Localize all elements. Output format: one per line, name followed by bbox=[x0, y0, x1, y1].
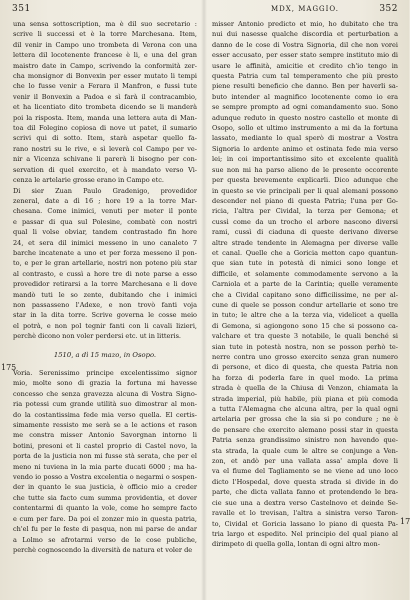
section-heading: 1510, a dì 15 mazo, in Osopo. bbox=[53, 350, 157, 359]
text-line: et canal. Quelle che a Goricia metton capo quantun- bbox=[212, 248, 398, 257]
text-line: ravalle et lo trevisan, l'altra a sinistra verso Taron- bbox=[212, 509, 398, 518]
text-line: cenza le artelarie grosse erano in Campo etc. bbox=[13, 176, 165, 185]
text-line: in tuto; le altre che a la terza via, videlicet a quella bbox=[212, 311, 398, 320]
text-line: rami, cussì di ciaduna di queste derivano diverse bbox=[212, 228, 398, 237]
text-line: scrivi qui di sotto. Item, starà aspetar quello fa- bbox=[13, 134, 197, 143]
text-line: in questo se vie principali per li qual alemani possono bbox=[212, 186, 398, 195]
text-line: que sian tute in potestà di nimici sono longe et bbox=[212, 259, 398, 268]
text-line: al contrasto, e cussì a hore tre di note parse a esso bbox=[13, 269, 197, 278]
text-line: esser accusato, per esser stato sempre instituto mio di bbox=[212, 51, 398, 60]
page-gutter bbox=[201, 0, 207, 600]
text-line: strada è quella de la Chiusa di Venzon, chiamata la bbox=[212, 384, 398, 393]
text-line: piene resulti beneficio che danno. Ben per haverli sa- bbox=[212, 82, 398, 91]
text-line: tria largo et espedito. Nel principio del qual piano al bbox=[212, 529, 398, 538]
text-line: e passar di qua sul Polesine, combatè con nostri bbox=[13, 217, 197, 226]
text-line: simamente ressisto me serà se a le actions et rason bbox=[13, 421, 197, 430]
text-line: parte, che dicta vallata fanno et protendendo le bra- bbox=[212, 488, 398, 497]
text-line: sta strada, la quale cum le altre se conjunge a Ven- bbox=[212, 446, 398, 455]
left-column-text bbox=[13, 19, 197, 342]
text-line: mio, molte sono di grazia la fortuna mi havesse bbox=[13, 379, 197, 388]
text-line: do la costantissima fede mia verso quella. El certis- bbox=[13, 410, 197, 419]
text-line: barche incatenate a uno et per forza messeno il pon- bbox=[13, 248, 197, 257]
text-line: sian tute in potestà nostra, non se posson perhò te- bbox=[212, 342, 398, 351]
text-line: poi la risposta. Item, manda una lettera auta di Man- bbox=[13, 113, 197, 122]
text-line: toa dil Folegino copiosa di nove ut patet, il sumario bbox=[13, 124, 197, 133]
text-line: se sempre prompto ad ogni comandamento suo. Sono bbox=[212, 103, 398, 112]
text-line: lassato, mediante lo qual sperò di mostrar a Vostra bbox=[212, 134, 398, 143]
text-line: altre strade tendente in Alemagna per diverse valle bbox=[212, 238, 398, 247]
text-line: usare le affinità, amicitie et credito ch'io tengo in bbox=[212, 61, 398, 70]
left-column bbox=[13, 19, 197, 555]
text-line: me constra misser Antonio Savorgnan intorno li bbox=[13, 431, 197, 440]
text-line: lei; in coi importantissimo sito et excelente qualità bbox=[212, 155, 398, 164]
text-line: che tutte sia facto cum summa providentia, et dover bbox=[13, 493, 197, 502]
text-line: der in quanto le sua justicia, è officio mio a creder bbox=[13, 483, 197, 492]
text-line: nerre contra uno grosso exercito senza gran numero bbox=[212, 353, 398, 361]
text-line: ha forza di poderla fare in quel modo. La prima bbox=[212, 373, 398, 382]
text-line: cune di quele se posson condur artellarie et sono tre bbox=[212, 300, 398, 309]
text-line: valchare et tra queste 3 notabile, le quali benché si bbox=[212, 332, 398, 341]
text-line: mandò tuti le so zente, dubitando che i inimici bbox=[13, 290, 197, 299]
text-line: perchè cognoscendo la diversità de natura et voler de bbox=[13, 545, 193, 554]
text-line: rano nostri su le rive, e sì leverà col Campo per ve- bbox=[13, 144, 197, 153]
text-line: et ha licentiato dito trombeta dicendo se li manderà bbox=[13, 103, 197, 112]
margin-number-left: 175 bbox=[1, 363, 17, 372]
text-line: a tutta l'Alemagna che alcuna altra, per la qual ogni bbox=[212, 405, 398, 414]
text-line: e cum per fare. Da poi el zonzer mio in questa patria, bbox=[13, 514, 197, 523]
text-line: star in la dita torre. Scrive governa le cosse meio bbox=[13, 311, 197, 320]
text-line: descender nel piano di questa Patria; l'una per Go- bbox=[212, 196, 398, 205]
text-line: venir il Bonvexin a Padoa e sì farà il contracambio, bbox=[13, 92, 197, 101]
text-line: concesso che senza gravezza alcuna di Vostra Signo- bbox=[13, 389, 197, 398]
text-line: dil venir in Campo uno trombeta di Verona con una bbox=[13, 40, 197, 49]
text-line: misser Antonio predicto et mio, ho dubitato che tra bbox=[212, 20, 398, 28]
text-line: porta de la justicia non mi fusse stà serata, che per el bbox=[13, 452, 197, 461]
text-line: Carniola et a parte de la Carintia; quelle veramente bbox=[212, 280, 398, 289]
text-line: di persone, et dico di questa, che questa Patria non bbox=[212, 363, 398, 372]
text-line: botini, presoni et li castel proprio di Castel novo, la bbox=[13, 441, 197, 450]
page-number-left: 351 bbox=[12, 4, 31, 14]
text-line: non passasseno l'Adexe, e non trovò fanti voja bbox=[13, 300, 197, 309]
text-line: questa Patria cum tal temperamento che più presto bbox=[212, 72, 398, 81]
running-head-left bbox=[12, 4, 197, 16]
text-line: buto intender al magnifico locotenente como io era bbox=[212, 92, 398, 101]
text-line: adunque reduto in questo nostro castello et monte di bbox=[212, 113, 398, 122]
text-line: ch'el fu per le feste di pasqua, non mi parse de andar bbox=[13, 525, 197, 534]
text-line: ria potessi cum grande utilità suo dimostrar al mon- bbox=[13, 400, 197, 409]
text-line: maistro date in Campo, scrivendo la conformità zer- bbox=[13, 61, 197, 70]
text-line: di Gemona, si agiongono sono 15 che si possono ca- bbox=[212, 321, 398, 330]
margin-number-right: 17 bbox=[400, 517, 410, 526]
text-line: artelaria per grossa che la sia si po condure ; ne è bbox=[212, 415, 398, 424]
running-head-right bbox=[212, 4, 398, 16]
text-line: che a Cividal capitano sono difficilissime, ne per al- bbox=[212, 290, 398, 299]
text-line: chesana. Come inimici, venuti per meter il ponte bbox=[13, 207, 197, 216]
text-line: to, e per le gran artellarie, nostri non poteno più star bbox=[13, 259, 197, 268]
text-line: zeneral, date a dì 16 ; hore 19 a la torre Mar- bbox=[13, 196, 197, 205]
text-line: strada imperial, più habile, più piana et più comoda bbox=[212, 394, 398, 403]
text-line: Patria senza grandissimo sinistro non havendo que- bbox=[212, 436, 398, 445]
text-line: Signoria lo ardente animo et ostinata fede mia verso bbox=[212, 144, 398, 153]
text-line: 24, et sera dil inimici messeno in uno canaleto 7 bbox=[13, 238, 197, 247]
text-line: perchè dicono non voler perdersi etc. ut in litteris. bbox=[13, 332, 182, 341]
text-line: lettera dil locotenente francese è li, e una del gran bbox=[13, 51, 197, 60]
text-line: servation di quel exercito, et à mandato verso Vi- bbox=[13, 165, 197, 174]
text-line: to, Cividal et Goricia lassano lo piano di questa Pa- bbox=[212, 519, 398, 528]
text-line: va el fiume del Tagliamento se ne viene ad uno loco bbox=[212, 467, 398, 476]
right-column bbox=[212, 19, 398, 550]
text-line: Voria. Serenissimo principe excelentissimo signor bbox=[13, 369, 197, 377]
text-line: Osopo, sollo et ultimo instrumento a mi da la fortuna bbox=[212, 124, 398, 133]
page-number-right: 352 bbox=[379, 4, 398, 14]
text-line: de pensare che exercito alemano possi star in questa bbox=[212, 425, 398, 434]
text-line: nir a Vicenza schivane li parerà li bisogno per con- bbox=[13, 155, 197, 164]
text-line: vendo io posso a Vostra excelentia o negarmi o sospen- bbox=[13, 473, 197, 482]
text-line: meno ni tuviena in la mia parte ducati 6000 ; ma ha- bbox=[13, 462, 197, 471]
text-line: difficile, et solamente commodamente servono a la bbox=[212, 269, 398, 278]
right-column-text bbox=[212, 19, 398, 550]
running-title: MDX, MAGGIO. bbox=[271, 5, 339, 13]
text-line: dirimpeto di quella golla, lontan di ogni altro mon- bbox=[212, 540, 380, 549]
text-line: danno de le cose di Vostra Signoria, dil che non vorei bbox=[212, 40, 398, 49]
text-line: contentarmi di quanto la vole, come ho sempre facto bbox=[13, 504, 197, 513]
text-line: cie sue una a dextra verso Castelnovo et deinde Se- bbox=[212, 498, 398, 507]
text-line: una sensa sottoscription, ma è dil suo secretario : bbox=[13, 20, 197, 28]
text-line: Di sier Zuan Paulo Gradenigo, provedidor bbox=[13, 186, 197, 195]
text-line: sue non mi ha parso alieno de le presente occorente bbox=[212, 165, 398, 174]
text-line: cha monsignor di Bonvexin per esser mutato li tempi bbox=[13, 72, 197, 81]
text-line: nui dui nasesse qualche discordia et perturbation a bbox=[212, 30, 398, 39]
text-line: qual li volse obviar, tandem contrastado fin hore bbox=[13, 228, 197, 237]
text-line: per questa brevemente explicarli. Dico adunque che bbox=[212, 176, 398, 185]
text-line: dicto l'Hospedal, dove questa strada si divide in do bbox=[212, 477, 398, 486]
text-line: zon, et andò per una vallata assa' ampla dove li bbox=[212, 457, 398, 466]
text-line: cussì come da un trocho el arbore nascono diversi bbox=[212, 217, 398, 226]
text-line: ricia, l'altra per Cividal, la terza per Gemona; et bbox=[212, 207, 398, 216]
text-line: che lo fusse venir a Ferara il Manfron, e fussi tute bbox=[13, 82, 197, 91]
text-line: el potrà, e non pol tegnir fanti con li cavali lizieri, bbox=[13, 321, 197, 330]
text-line: a Lolmo se afrotarmi verso de le cose publiche, bbox=[13, 535, 197, 544]
text-line: provedidor retirarsi a la torre Marchesana e li dove bbox=[13, 280, 197, 289]
text-line: scrive li successi et è la torre Marchesana. Item, bbox=[13, 30, 197, 39]
left-column-letter-text bbox=[13, 368, 197, 555]
